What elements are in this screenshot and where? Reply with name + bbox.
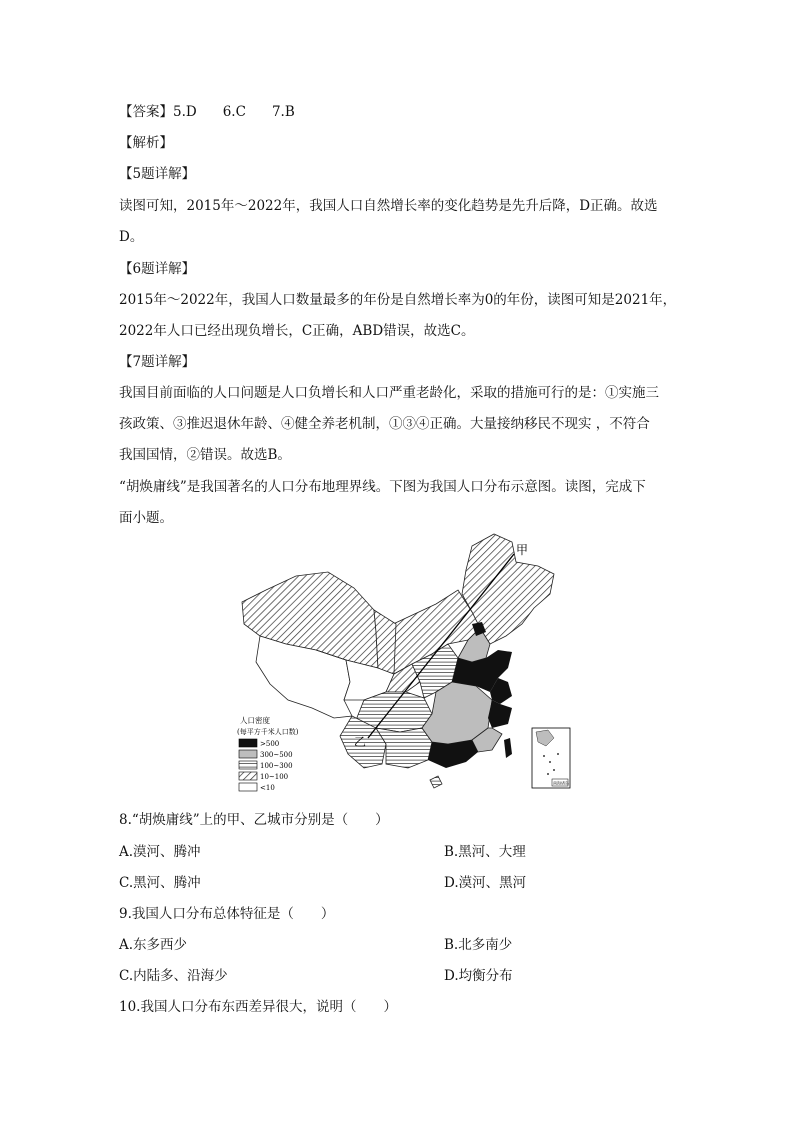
- legend-swatch-1: [239, 739, 257, 747]
- legend-item-2: 300~500: [260, 751, 293, 759]
- china-population-density-map: [236, 532, 576, 802]
- answer-5: 5.D: [173, 104, 197, 120]
- q8-option-d[interactable]: D.漠河、黑河: [444, 875, 527, 891]
- intro-line-2: 面小题。: [119, 510, 173, 526]
- legend-item-4: 10~100: [260, 773, 289, 781]
- map-legend: [237, 715, 299, 792]
- q9-option-d[interactable]: D.均衡分布: [444, 968, 513, 984]
- inset-label: 南海诸岛: [553, 780, 569, 786]
- q9-option-b[interactable]: B.北多南少: [444, 937, 513, 953]
- q9-option-c[interactable]: C.内陆多、沿海少: [119, 968, 228, 984]
- intro-line-1: “胡焕庸线”是我国著名的人口分布地理界线。下图为我国人口分布示意图。读图，完成下: [119, 479, 646, 495]
- q6-heading: 【6题详解】: [119, 261, 196, 277]
- q8-option-c[interactable]: C.黑河、腾冲: [119, 875, 201, 891]
- region-taiwan: [504, 738, 512, 758]
- legend-item-3: 100~300: [260, 762, 293, 770]
- q10-stem: 10.我国人口分布东西差异很大，说明（ ）: [119, 999, 397, 1015]
- south-china-sea-inset: [532, 728, 570, 788]
- q7-heading: 【7题详解】: [119, 354, 196, 370]
- answer-line: [119, 102, 295, 122]
- q7-text-1: 我国目前面临的人口问题是人口负增长和人口严重老龄化，采取的措施可行的是：①实施三: [119, 385, 659, 401]
- legend-subtitle: (每平方千米人口数): [237, 728, 299, 736]
- region-zhejiang: [488, 700, 512, 728]
- q7-text-2: 孩政策、③推迟退休年龄、④健全养老机制，①③④正确。大量接纳移民不现实 ，不符合: [119, 416, 650, 432]
- q6-text-2: 2022年人口已经出现负增长，C正确，ABD错误，故选C。: [119, 323, 475, 339]
- q5-text-2: D。: [119, 229, 144, 245]
- legend-swatch-5: [239, 783, 257, 791]
- legend-item-5: <10: [260, 784, 275, 792]
- q5-text-1: 读图可知，2015年～2022年，我国人口自然增长率的变化趋势是先升后降，D正确。故选: [119, 198, 658, 214]
- label-yi: 乙: [354, 735, 367, 749]
- population-map-figure: [236, 532, 576, 802]
- q6-text-1: 2015年～2022年，我国人口数量最多的年份是自然增长率为0的年份，读图可知是2021年，: [119, 292, 677, 308]
- legend-swatch-2: [239, 750, 257, 758]
- q9-option-a[interactable]: A.东多西少: [119, 937, 188, 953]
- answer-6: 6.C: [222, 104, 246, 120]
- q8-option-b[interactable]: B.黑河、大理: [444, 844, 526, 860]
- legend-item-1: >500: [260, 740, 280, 748]
- q7-text-3: 我国国情，②错误。故选B。: [119, 447, 291, 463]
- q8-option-a[interactable]: A.漠河、腾冲: [119, 844, 201, 860]
- q5-heading: 【5题详解】: [119, 166, 196, 182]
- legend-title: 人口密度: [240, 716, 270, 725]
- answer-label: 【答案】: [119, 104, 173, 120]
- label-jia: 甲: [516, 543, 529, 557]
- region-hainan: [430, 776, 442, 788]
- legend-swatch-4: [239, 772, 257, 780]
- region-guangdong: [428, 740, 478, 768]
- analysis-heading: 【解析】: [119, 135, 173, 151]
- answer-7: 7.B: [271, 104, 295, 120]
- q8-stem: 8.“胡焕庸线”上的甲、乙城市分别是（ ）: [119, 812, 389, 828]
- legend-swatch-3: [239, 761, 257, 769]
- q9-stem: 9.我国人口分布总体特征是（ ）: [119, 906, 335, 922]
